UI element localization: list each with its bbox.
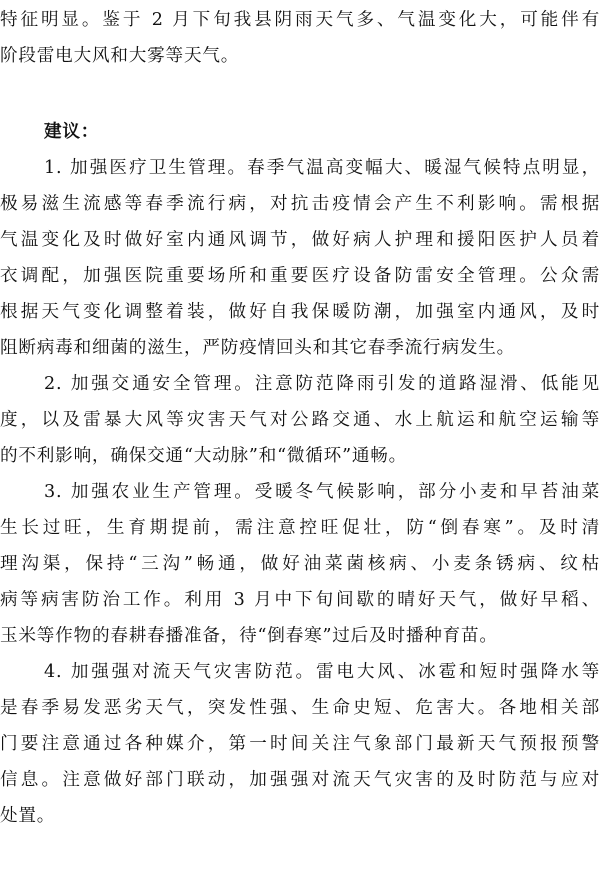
text-line: 极易滋生流感等春季流行病，对抗击疫情会产生不利影响。需根据 [0, 194, 600, 214]
text-line: 衣调配，加强医院重要场所和重要医疗设备防雷安全管理。公众需 [0, 266, 600, 286]
text-line: 特征明显。鉴于 2 月下旬我县阴雨天气多、气温变化大，可能伴有 [0, 10, 600, 30]
section-heading: 建议： [44, 121, 100, 142]
text-line: 根据天气变化调整着装，做好自我保暖防潮，加强室内通风，及时 [0, 302, 600, 322]
text-line: 门要注意通过各种媒介，第一时间关注气象部门最新天气预报预警 [0, 734, 600, 754]
text-line: 4. 加强强对流天气灾害防范。雷电大风、冰雹和短时强降水等 [44, 662, 600, 682]
text-line: 理沟渠，保持“三沟”畅通，做好油菜菌核病、小麦条锈病、纹枯 [0, 554, 600, 574]
text-line: 玉米等作物的春耕春播准备，待“倒春寒”过后及时播种育苗。 [0, 626, 498, 646]
text-line: 处置。 [0, 806, 56, 826]
text-line: 病等病害防治工作。利用 3 月中下旬间歇的晴好天气，做好早稻、 [0, 590, 600, 610]
text-line: 1. 加强医疗卫生管理。春季气温高变幅大、暖湿气候特点明显， [44, 158, 600, 178]
text-line: 信息。注意做好部门联动，加强强对流天气灾害的及时防范与应对 [0, 770, 600, 790]
text-line: 度，以及雷暴大风等灾害天气对公路交通、水上航运和航空运输等 [0, 410, 600, 430]
text-line: 是春季易发恶劣天气，突发性强、生命史短、危害大。各地相关部 [0, 698, 600, 718]
text-line: 气温变化及时做好室内通风调节，做好病人护理和援阳医护人员着 [0, 230, 600, 250]
text-line: 生长过旺，生育期提前，需注意控旺促壮，防“倒春寒”。及时清 [0, 518, 600, 538]
text-line: 阻断病毒和细菌的滋生，严防疫情回头和其它春季流行病发生。 [0, 338, 516, 358]
text-line: 3. 加强农业生产管理。受暖冬气候影响，部分小麦和早苔油菜 [44, 482, 600, 502]
text-line: 的不利影响，确保交通“大动脉”和“微循环”通畅。 [0, 446, 408, 466]
text-line: 阶段雷电大风和大雾等天气。 [0, 46, 240, 66]
text-line: 2. 加强交通安全管理。注意防范降雨引发的道路湿滑、低能见 [44, 374, 600, 394]
